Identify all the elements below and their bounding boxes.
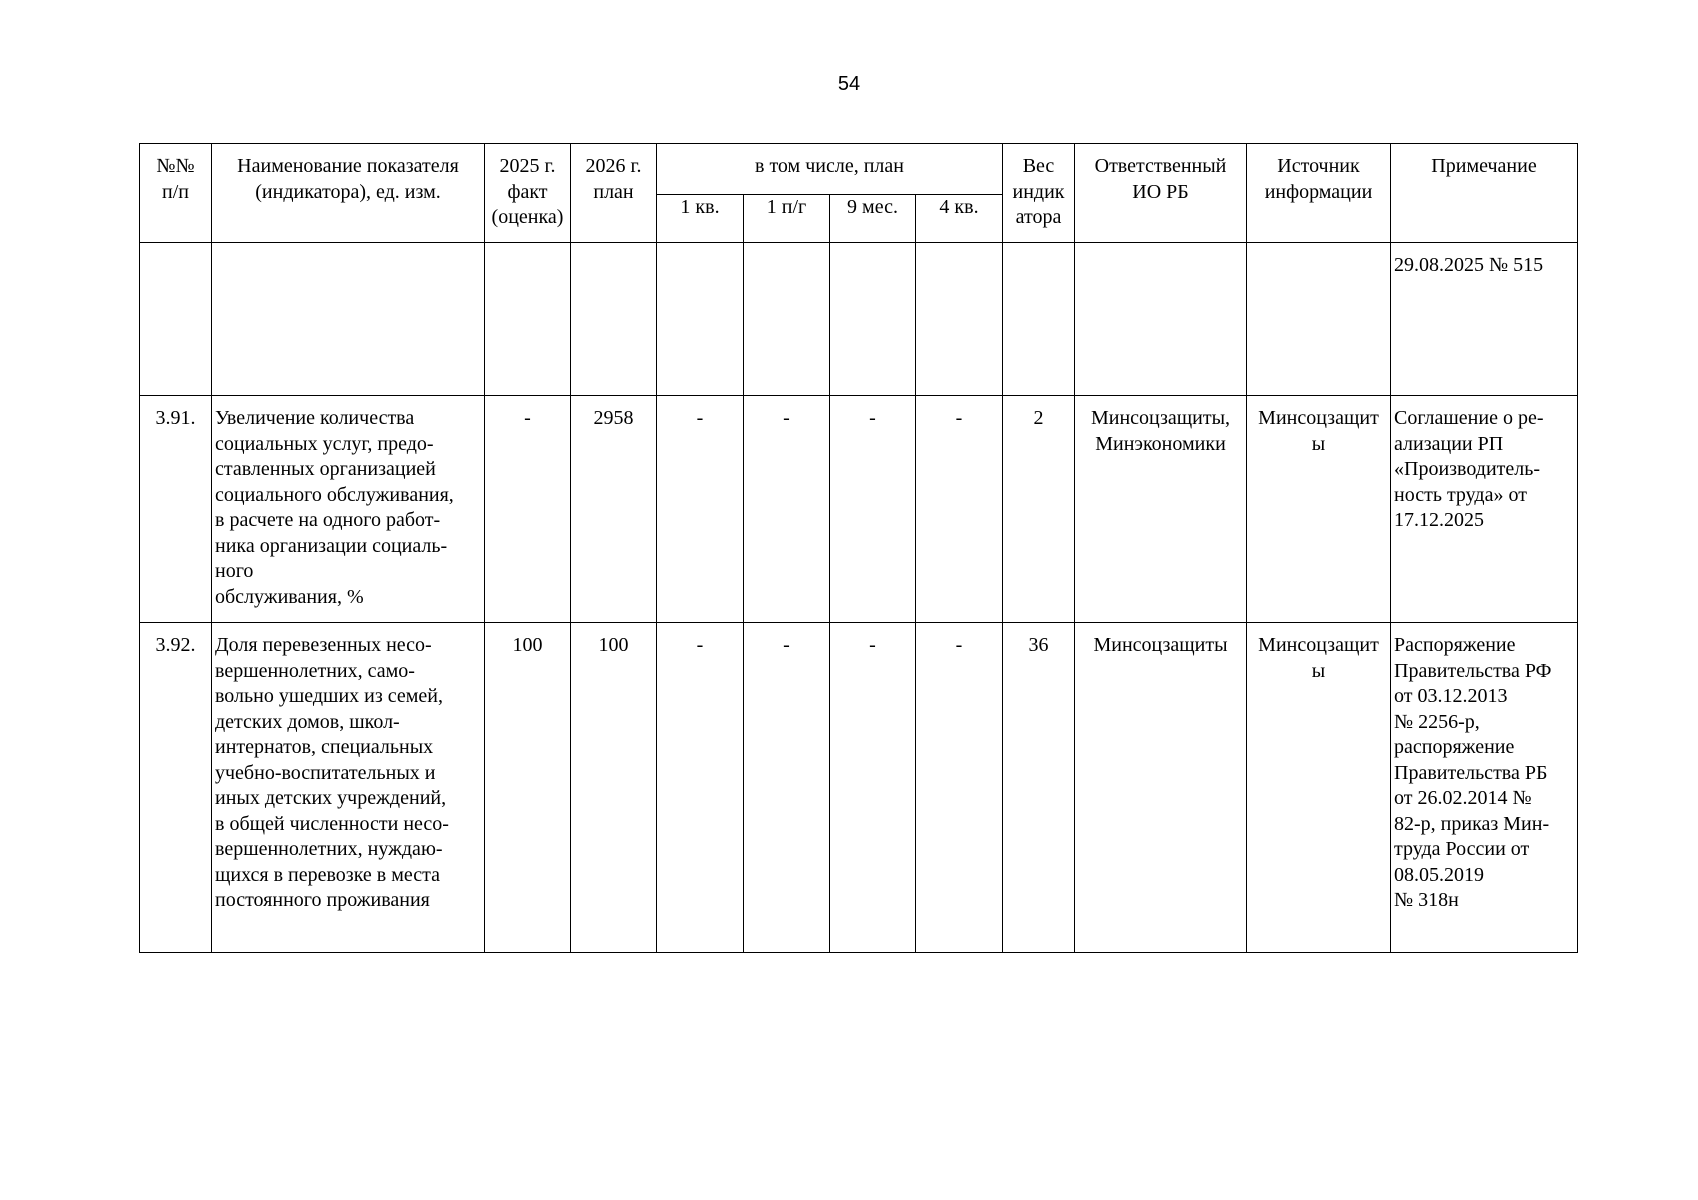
indicators-table — [139, 143, 1578, 953]
cell-num: 3.91. — [140, 396, 212, 623]
cell-responsible — [1075, 243, 1247, 396]
cell-note: Распоряжение Правительства РФ от 03.12.2013 № 2256-р, распоряжение Правительства РБ от 26.02.2014 № 82-р, приказ Мин- труда России от 08.05.2019 № 318н — [1391, 623, 1578, 953]
header-responsible: Ответственный ИО РБ — [1075, 144, 1247, 243]
cell-q4 — [916, 243, 1003, 396]
header-fact-2025: 2025 г. факт (оценка) — [485, 144, 571, 243]
header-note: Примечание — [1391, 144, 1578, 243]
cell-h1: - — [744, 396, 830, 623]
cell-q1 — [657, 243, 744, 396]
cell-num — [140, 243, 212, 396]
cell-note: Соглашение о ре- ализации РП «Производитель- ность труда» от 17.12.2025 — [1391, 396, 1578, 623]
header-including-plan: в том числе, план — [657, 144, 1003, 195]
cell-fact-2025: - — [485, 396, 571, 623]
cell-q4: - — [916, 396, 1003, 623]
cell-name: Доля перевезенных несо- вершеннолетних, само- вольно ушедших из семей, детских домов, школ- интернатов, специальных учебно-воспитательных и иных детских учреждений, в общей численности несо- вершеннолетних, нуждаю- щихся в перевозке в места постоянного проживания — [212, 623, 485, 953]
cell-responsible: Минсоцзащиты, Минэкономики — [1075, 396, 1247, 623]
header-source: Источник информации — [1247, 144, 1391, 243]
cell-source — [1247, 243, 1391, 396]
cell-9m: - — [830, 396, 916, 623]
cell-fact-2025: 100 — [485, 623, 571, 953]
table-row — [140, 396, 1578, 623]
header-name: Наименование показателя (индикатора), ед. изм. — [212, 144, 485, 243]
cell-plan-2026: 100 — [571, 623, 657, 953]
header-q4: 4 кв. — [916, 195, 1003, 243]
cell-9m: - — [830, 623, 916, 953]
cell-q4: - — [916, 623, 1003, 953]
header-h1: 1 п/г — [744, 195, 830, 243]
cell-source: Минсоцзащит ы — [1247, 623, 1391, 953]
cell-weight: 2 — [1003, 396, 1075, 623]
cell-h1: - — [744, 623, 830, 953]
cell-plan-2026 — [571, 243, 657, 396]
header-q1: 1 кв. — [657, 195, 744, 243]
table-row — [140, 243, 1578, 396]
cell-name: Увеличение количества социальных услуг, предо- ставленных организацией социального обслуживания, в расчете на одного работ- ника организации социаль- ного обслуживания, % — [212, 396, 485, 623]
table-row — [140, 623, 1578, 953]
cell-q1: - — [657, 623, 744, 953]
header-num: №№ п/п — [140, 144, 212, 243]
page-number: 54 — [837, 73, 861, 95]
cell-q1: - — [657, 396, 744, 623]
cell-h1 — [744, 243, 830, 396]
cell-note: 29.08.2025 № 515 — [1391, 243, 1578, 396]
header-weight: Вес индик атора — [1003, 144, 1075, 243]
cell-num: 3.92. — [140, 623, 212, 953]
header-plan-2026: 2026 г. план — [571, 144, 657, 243]
cell-weight: 36 — [1003, 623, 1075, 953]
cell-weight — [1003, 243, 1075, 396]
cell-fact-2025 — [485, 243, 571, 396]
cell-9m — [830, 243, 916, 396]
cell-name — [212, 243, 485, 396]
cell-plan-2026: 2958 — [571, 396, 657, 623]
header-9m: 9 мес. — [830, 195, 916, 243]
cell-source: Минсоцзащит ы — [1247, 396, 1391, 623]
cell-responsible: Минсоцзащиты — [1075, 623, 1247, 953]
